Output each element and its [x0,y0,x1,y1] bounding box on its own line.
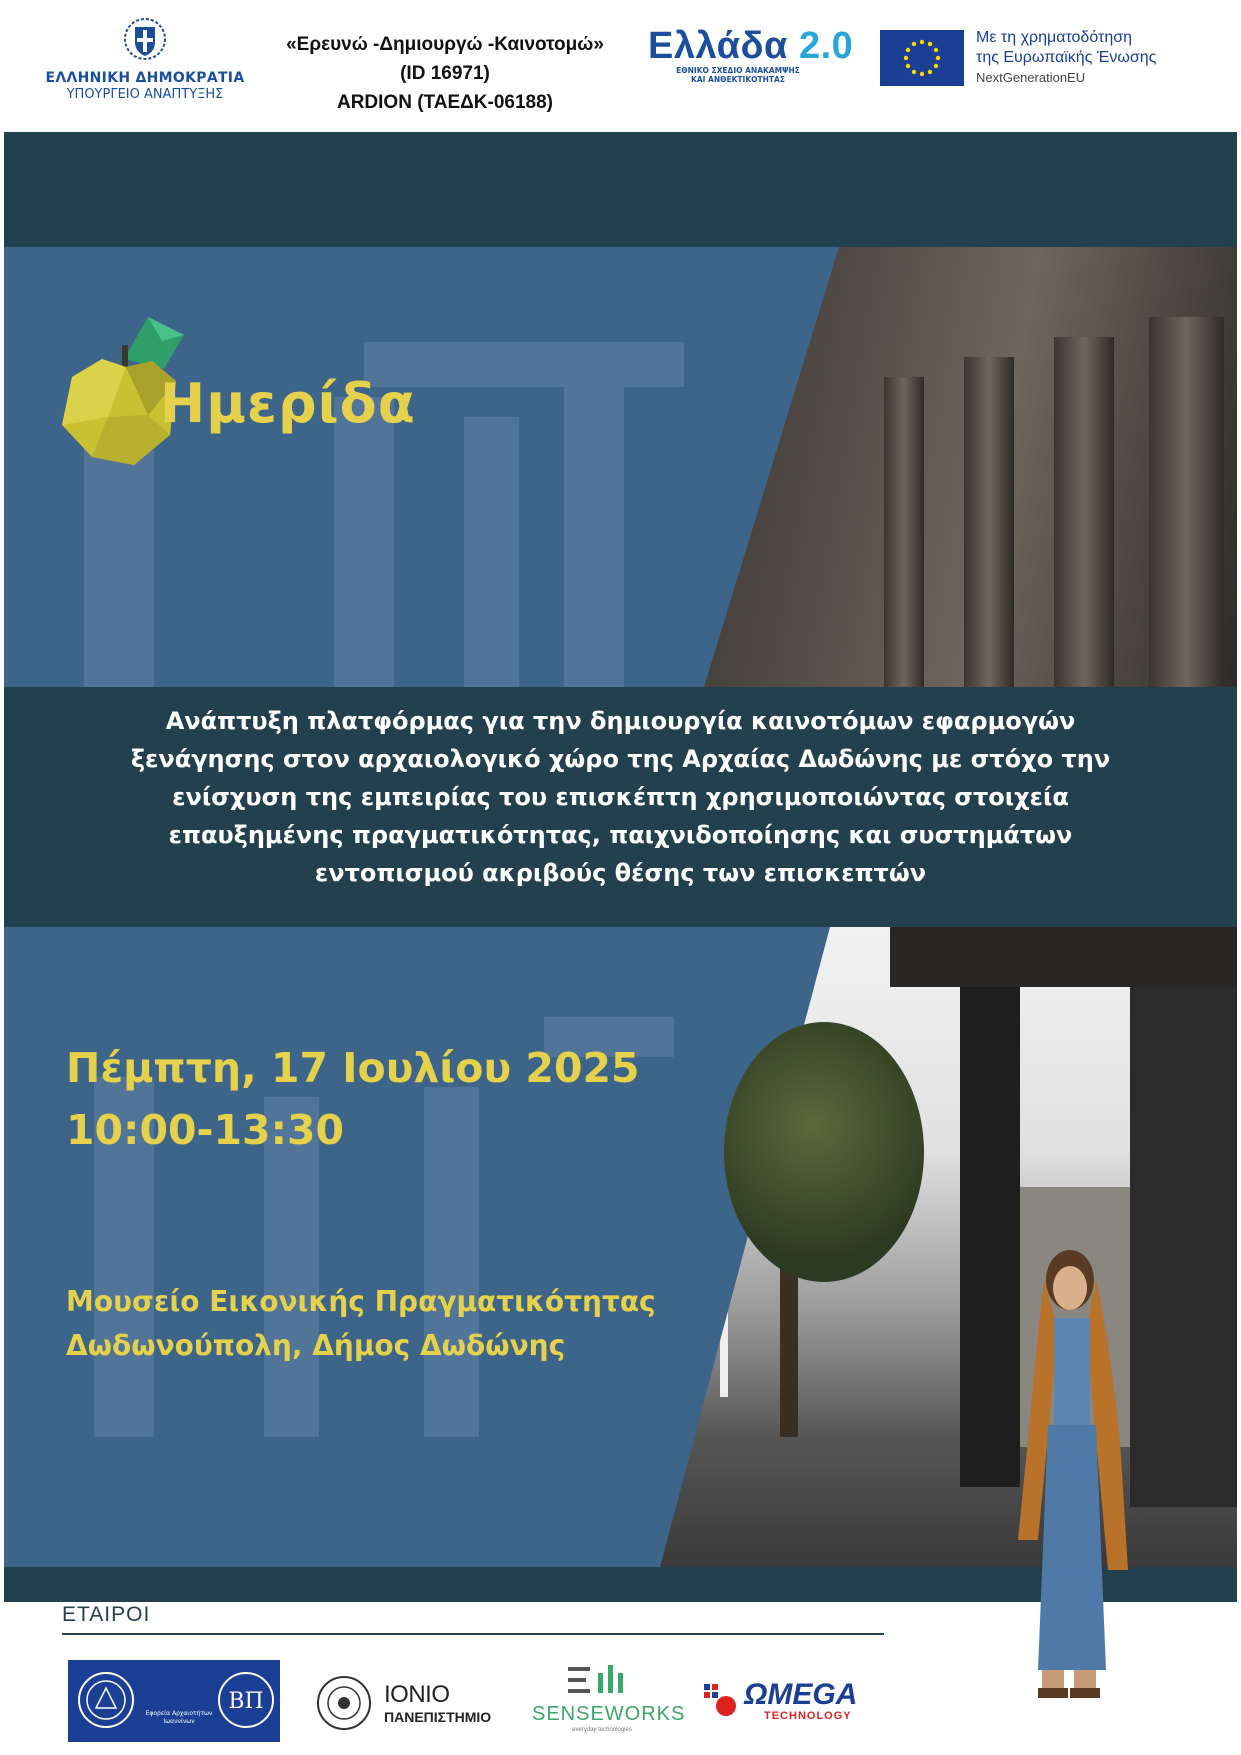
ministry-logo [40,18,250,102]
ministry-line2: ΥΠΟΥΡΓΕΙΟ ΑΝΑΠΤΥΞΗΣ [66,87,224,102]
eu-flag-icon [880,30,964,86]
senseworks-name: SENSEWORKS [532,1703,686,1725]
tree-canopy [724,1022,924,1282]
greece20-logo [648,26,868,84]
partners-label: ΕΤΑΙΡΟΙ [62,1603,151,1626]
temple-column [1149,317,1224,687]
event-date-text: Πέμπτη, 17 Ιουλίου 2025 [66,1044,640,1092]
dark-column [1130,987,1237,1507]
event-description [44,702,1197,892]
svg-text:BΠ: BΠ [228,1689,264,1714]
small-column [720,1277,728,1397]
ancient-woman-figure-icon [1008,1240,1138,1710]
venue-line2: Δωδωνούπολη, Δήμος Δωδώνης [66,1329,566,1362]
omega-logo [700,1676,880,1726]
greece20-version: 2.0 [798,25,854,67]
eu-line2: της Ευρωπαϊκής Ένωσης [976,49,1157,66]
ghost-column [464,417,519,687]
temple-column [1054,337,1114,687]
greece20-word: Ελλάδα [648,25,788,67]
temple-photo [704,247,1237,687]
description-line: Ανάπτυξη πλατφόρμας για την δημιουργία καινοτόμων εφαρμογών [165,707,1076,735]
event-title: Ημερίδα [160,372,416,435]
ionio-sub: ΠΑΝΕΠΙΣΤΗΜΙΟ [384,1709,492,1725]
greece20-sub1: ΕΘΝΙΚΟ ΣΧΕΔΙΟ ΑΝΑΚΑΜΨΗΣ [676,66,800,75]
event-date [66,1037,640,1161]
description-line: ξενάγησης στον αρχαιολογικό χώρο της Αρχαίας Δωδώνης με στόχο την [130,745,1111,773]
eu-line3: NextGenerationEU [976,70,1086,85]
ionio-seal-icon [316,1675,372,1731]
venue-line1: Μουσείο Εικονικής Πραγματικότητας [66,1285,656,1318]
museum-seal-icon [216,1670,276,1730]
omega-name: ΩMEGA [744,1678,858,1711]
omega-sub: TECHNOLOGY [764,1710,852,1722]
top-band [4,132,1237,247]
ephorate-logo [68,1660,280,1742]
project-info [255,30,635,117]
temple-column [964,357,1014,687]
ghost-column [564,387,624,687]
omega-pixel-icon [700,1680,740,1720]
ephorate-text: Εφορεία Αρχαιοτήτων Ιωαννίνων [145,1710,213,1725]
partners-divider [62,1633,884,1635]
ionio-logo [316,1675,506,1731]
greek-emblem-icon [124,18,166,60]
greece20-sub2: ΚΑΙ ΑΝΘΕΚΤΙΚΟΤΗΤΑΣ [691,75,785,84]
ephorate-seal-icon [76,1670,136,1730]
ionio-name: ΙΟΝΙΟ [384,1681,450,1708]
eu-line1: Με τη χρηματοδότηση [976,29,1132,46]
senseworks-bars-icon [566,1663,630,1697]
ministry-line1: ΕΛΛΗΝΙΚΗ ΔΗΜΟΚΡΑΤΙΑ [45,70,245,86]
ghost-column [334,397,394,687]
temple-column [884,377,924,687]
courtyard-photo [660,927,1237,1567]
senseworks-logo [532,1663,686,1739]
description-line: επαυξημένης πραγματικότητας, παιχνιδοποίησης και συστημάτων [168,821,1073,849]
event-venue [66,1280,656,1368]
project-line1: «Ερευνώ -Δημιουργώ -Καινοτομώ» [286,34,604,55]
roof-beam [890,927,1237,987]
description-line: ενίσχυση της εμπειρίας του επισκέπτη χρησιμοποιώντας στοιχεία [172,783,1069,811]
eu-funding [880,28,1210,88]
project-line3: ARDION (ΤΑΕΔΚ-06188) [336,92,553,113]
header [0,0,1241,132]
description-line: εντοπισμού ακριβούς θέσης των επισκεπτών [314,859,927,887]
senseworks-tagline: everyday technologies [572,1727,632,1733]
project-line2: (ID 16971) [400,63,490,84]
event-time-text: 10:00-13:30 [66,1106,345,1154]
